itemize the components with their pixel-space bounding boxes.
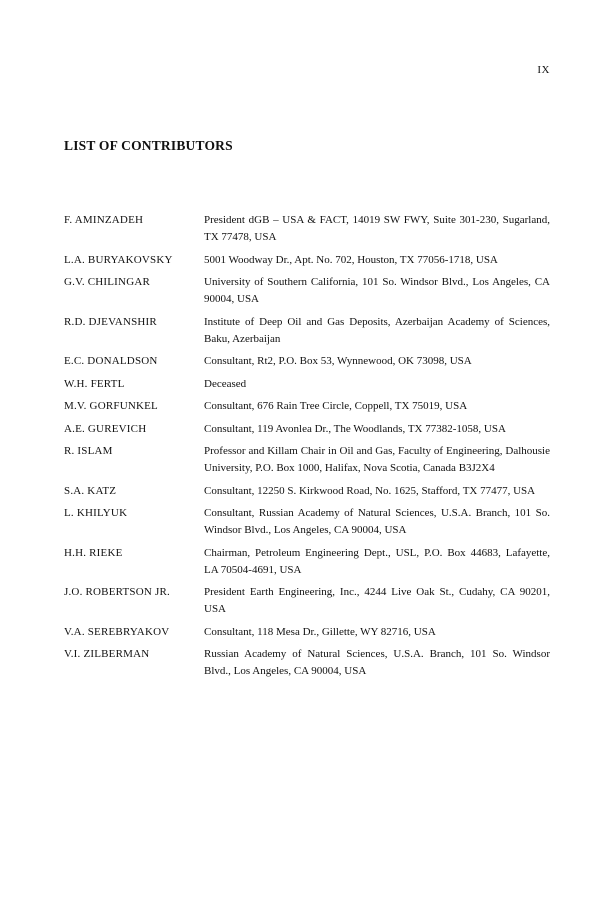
contributor-row [64,398,550,415]
contributor-name: F. AMINZADEH [64,214,144,226]
contributor-affiliation: Consultant, 119 Avonlea Dr., The Woodlands, TX 77382-1058, USA [204,422,506,435]
contributor-affiliation: Consultant, Russian Academy of Natural Sciences, U.S.A. Branch, 101 So. Windsor Blvd., Los Angeles, CA 90004, USA [204,507,550,536]
contributor-name: R.D. DJEVANSHIR [64,315,157,328]
contributor-row [64,505,550,539]
contributor-row [64,624,550,641]
contributor-affiliation: Russian Academy of Natural Sciences, U.S.A. Branch, 101 So. Windsor Blvd., Los Angeles, CA 90004, USA [204,648,550,677]
contributor-list [64,212,550,686]
contributor-affiliation: Consultant, 12250 S. Kirkwood Road, No. 1625, Stafford, TX 77477, USA [204,484,536,497]
contributor-name: H.H. RIEKE [64,546,123,559]
contributor-row [64,545,550,579]
contributor-row [64,314,550,348]
contributor-name: W.H. FERTL [64,377,125,390]
contributor-row [64,252,550,269]
contributor-affiliation: Consultant, 118 Mesa Dr., Gillette, WY 82716, USA [204,625,436,638]
contributor-affiliation: President Earth Engineering, Inc., 4244 Live Oak St., Cudahy, CA 90201, USA [204,586,550,615]
contributor-row [64,646,550,680]
contributor-name: S.A. KATZ [64,484,117,497]
contributor-row [64,353,550,370]
contributor-row [64,483,550,500]
contributor-row [64,212,550,246]
contributor-name: E.C. DONALDSON [64,355,158,367]
contributor-affiliation: Institute of Deep Oil and Gas Deposits, Azerbaijan Academy of Sciences, Baku, Azerbaijan [204,315,550,345]
contributor-name: L. KHILYUK [64,507,128,519]
contributor-affiliation: 5001 Woodway Dr., Apt. No. 702, Houston, TX 77056-1718, USA [204,253,498,266]
contributor-name: V.A. SEREBRYAKOV [64,625,170,638]
contributor-name: R. ISLAM [64,445,113,457]
contributor-name: G.V. CHILINGAR [64,276,151,288]
contributor-affiliation: President dGB – USA & FACT, 14019 SW FWY, Suite 301-230, Sugarland, TX 77478, USA [204,214,550,243]
contributor-row [64,443,550,477]
contributor-affiliation: University of Southern California, 101 So. Windsor Blvd., Los Angeles, CA 90004, USA [204,276,550,305]
contributor-affiliation: Chairman, Petroleum Engineering Dept., USL, P.O. Box 44683, Lafayette, LA 70504-4691, USA [204,546,550,576]
contributor-name: J.O. ROBERTSON JR. [64,586,170,598]
contributor-name: A.E. GUREVICH [64,422,147,435]
contributor-affiliation: Consultant, 676 Rain Tree Circle, Coppell, TX 75019, USA [204,400,468,412]
contributor-name: M.V. GORFUNKEL [64,400,158,412]
contributor-affiliation: Professor and Killam Chair in Oil and Gas, Faculty of Engineering, Dalhousie University, P.O. Box 1000, Halifax, Nova Scotia, Canada B3J2X4 [204,445,550,474]
page-number: IX [537,64,550,76]
contributor-affiliation: Consultant, Rt2, P.O. Box 53, Wynnewood, OK 73098, USA [204,355,472,367]
contributor-row [64,421,550,438]
contributor-affiliation: Deceased [204,377,247,390]
contributor-name: L.A. BURYAKOVSKY [64,253,173,266]
contributor-name: V.I. ZILBERMAN [64,648,150,660]
contributor-row [64,376,550,393]
contributor-row [64,584,550,618]
contributor-row [64,274,550,308]
page-title: LIST OF CONTRIBUTORS [64,138,233,153]
